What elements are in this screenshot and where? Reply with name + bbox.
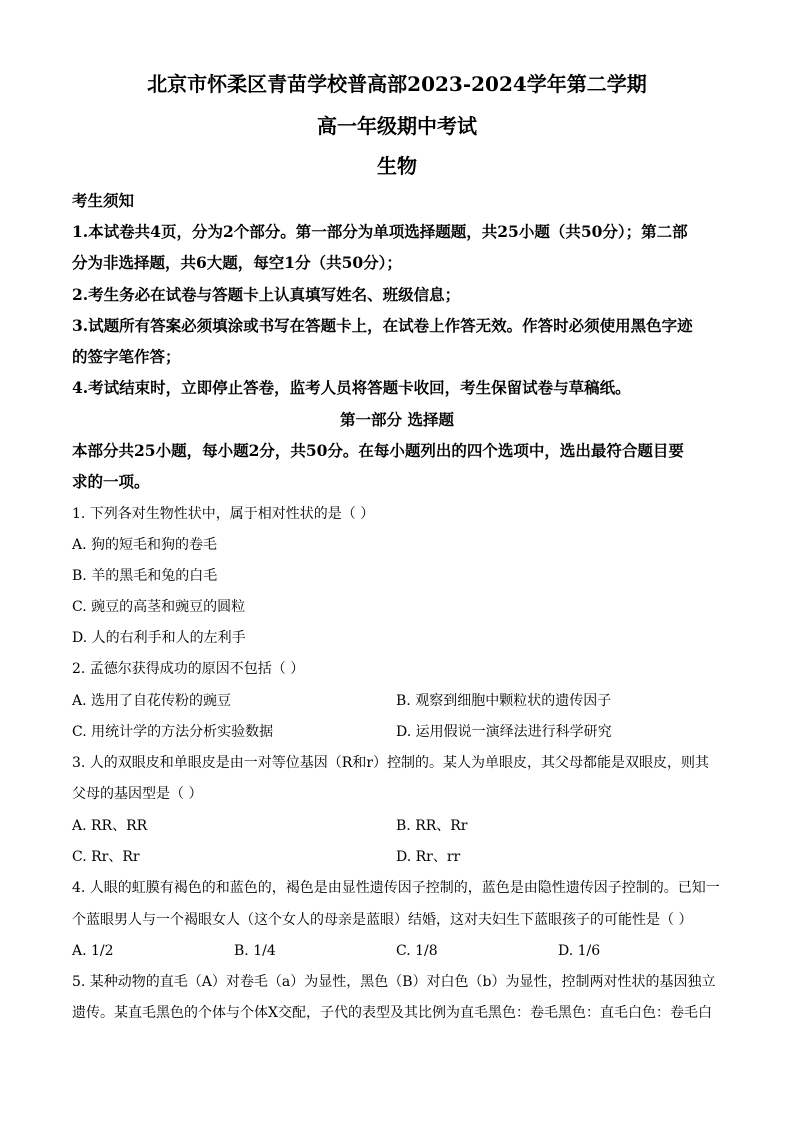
question-1-option-a: A. 狗的短毛和狗的卷毛 [72,537,218,553]
part1-intro-line-1: 本部分共25小题，每小题2分，共50分。在每小题列出的四个选项中，选出最符合题目要 [72,441,684,460]
notice-line-1: 1.本试卷共4页，分为2个部分。第一部分为单项选择题题，共25小题（共50分）；第二部 [72,222,688,241]
question-5-stem-line-2: 遗传。某直毛黑色的个体与个体X交配，子代的表型及其比例为直毛黑色：卷毛黑色：直毛白色：卷毛白 [72,1005,712,1021]
question-2-option-c: C. 用统计学的方法分析实验数据 [72,724,274,740]
part1-heading: 第一部分 选择题 [340,410,454,429]
question-3-option-d: D. Rr、rr [396,849,461,865]
notice-heading: 考生须知 [72,191,135,210]
question-4-stem-line-1: 4. 人眼的虹膜有褐色的和蓝色的，褐色是由显性遗传因子控制的，蓝色是由隐性遗传因子控制的。已知一 [72,880,720,896]
question-2-option-b: B. 观察到细胞中颗粒状的遗传因子 [396,693,612,709]
question-2-option-a: A. 选用了自花传粉的豌豆 [72,693,232,709]
question-4-stem-line-2: 个蓝眼男人与一个褐眼女人（这个女人的母亲是蓝眼）结婚，这对夫妇生下蓝眼孩子的可能性是（ ） [72,912,693,928]
question-3-option-c: C. Rr、Rr [72,849,140,865]
question-1-stem: 1. 下列各对生物性状中，属于相对性状的是（ ） [72,506,375,522]
question-3-option-a: A. RR、RR [72,818,148,834]
exam-title-subject: 生物 [377,154,417,178]
question-2-stem: 2. 孟德尔获得成功的原因不包括（ ） [72,661,305,677]
notice-line-4: 3.试题所有答案必须填涂或书写在答题卡上，在试卷上作答无效。作答时必须使用黑色字迹 [72,316,693,335]
notice-line-6: 4.考试结束时，立即停止答卷，监考人员将答题卡收回，考生保留试卷与草稿纸。 [72,378,631,397]
notice-line-5: 的签字笔作答； [72,347,181,366]
question-5-stem-line-1: 5. 某种动物的直毛（A）对卷毛（a）为显性，黑色（B）对白色（b）为显性，控制两对性状的基因独立 [72,974,716,990]
part1-intro-line-2: 求的一项。 [72,472,150,491]
question-4-option-b: B. 1/4 [234,943,276,959]
notice-line-3: 2.考生务必在试卷与答题卡上认真填写姓名、班级信息； [72,285,461,304]
question-4-option-a: A. 1/2 [72,943,114,959]
question-2-option-d: D. 运用假说一演绎法进行科学研究 [396,724,612,740]
question-1-option-b: B. 羊的黑毛和兔的白毛 [72,568,218,584]
question-3-option-b: B. RR、Rr [396,818,468,834]
exam-title-grade: 高一年级期中考试 [317,114,477,138]
question-3-stem-line-2: 父母的基因型是（ ） [72,786,203,802]
question-1-option-d: D. 人的右利手和人的左利手 [72,630,246,646]
question-4-option-c: C. 1/8 [396,943,438,959]
question-1-option-c: C. 豌豆的高茎和豌豆的圆粒 [72,599,246,615]
question-4-option-d: D. 1/6 [558,943,601,959]
notice-line-2: 分为非选择题，共6大题，每空1分（共50分）； [72,253,402,272]
question-3-stem-line-1: 3. 人的双眼皮和单眼皮是由一对等位基因（R和r）控制的。某人为单眼皮，其父母都能是双眼皮，则其 [72,755,710,771]
exam-title-school: 北京市怀柔区青苗学校普高部2023-2024学年第二学期 [147,72,647,96]
